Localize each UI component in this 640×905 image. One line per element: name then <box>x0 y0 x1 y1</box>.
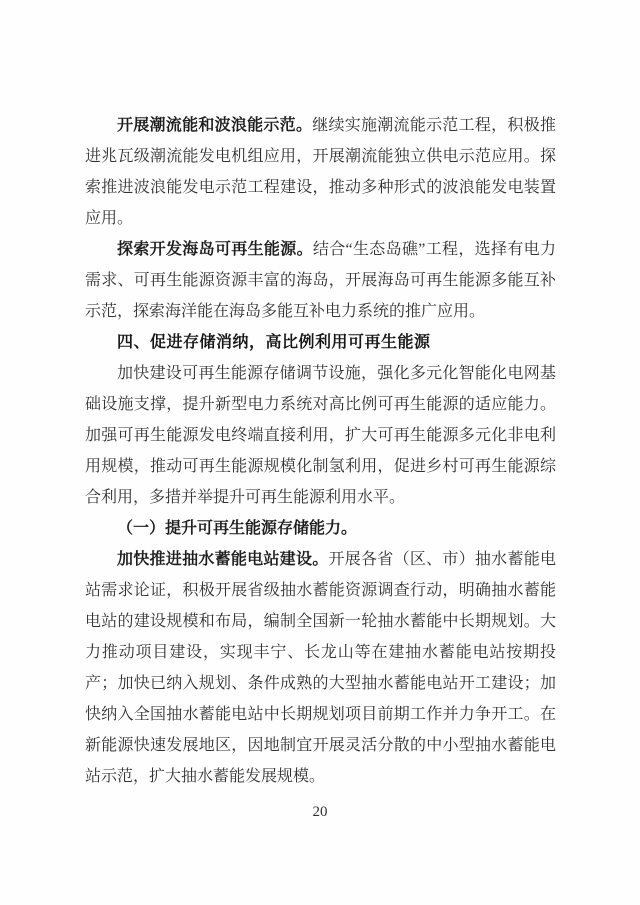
emphasis-text: 加快推进抽水蓄能电站建设。 <box>117 551 329 568</box>
emphasis-text: 四、促进存储消纳，高比例利用可再生能源 <box>117 334 431 351</box>
body-text: 结合“生态岛礁”工程，选择有电力需求、可再生能源资源丰富的海岛，开展海岛可再生能源多能互补示范，探索海洋能在海岛多能互补电力系统的推广应用。 <box>85 241 556 320</box>
body-text: 加快建设可再生能源存储调节设施，强化多元化智能化电网基础设施支撑，提升新型电力系统对高比例可再生能源的适应能力。加强可再生能源发电终端直接利用，扩大可再生能源多元化非电利用规模，推动可再生能源规模化制氢利用，促进乡村可再生能源综合利用，多措并举提升可再生能源利用水平。 <box>85 365 556 506</box>
body-paragraph <box>85 544 556 792</box>
section-heading <box>85 327 556 358</box>
body-text: 开展各省（区、市）抽水蓄能电站需求论证，积极开展省级抽水蓄能资源调查行动，明确抽水蓄能电站的建设规模和布局，编制全国新一轮抽水蓄能中长期规划。大力推动项目建设，实现丰宁、长龙山等在建抽水蓄能电站按期投产；加快已纳入规划、条件成熟的大型抽水蓄能电站开工建设；加快纳入全国抽水蓄能电站中长期规划项目前期工作并力争开工。在新能源快速发展地区，因地制宜开展灵活分散的中小型抽水蓄能电站示范，扩大抽水蓄能发展规模。 <box>85 551 556 785</box>
emphasis-text: 探索开发海岛可再生能源。 <box>117 241 313 258</box>
body-paragraph <box>85 234 556 327</box>
body-paragraph <box>85 358 556 513</box>
document-body <box>85 110 556 792</box>
emphasis-text: （一）提升可再生能源存储能力。 <box>117 520 358 537</box>
sub-heading <box>85 513 556 544</box>
body-paragraph <box>85 110 556 234</box>
emphasis-text: 开展潮流能和波浪能示范。 <box>117 117 313 134</box>
page-number: 20 <box>312 804 328 820</box>
body-text: 继续实施潮流能示范工程，积极推进兆瓦级潮流能发电机组应用，开展潮流能独立供电示范应用。探索推进波浪能发电示范工程建设，推动多种形式的波浪能发电装置应用。 <box>85 117 556 227</box>
